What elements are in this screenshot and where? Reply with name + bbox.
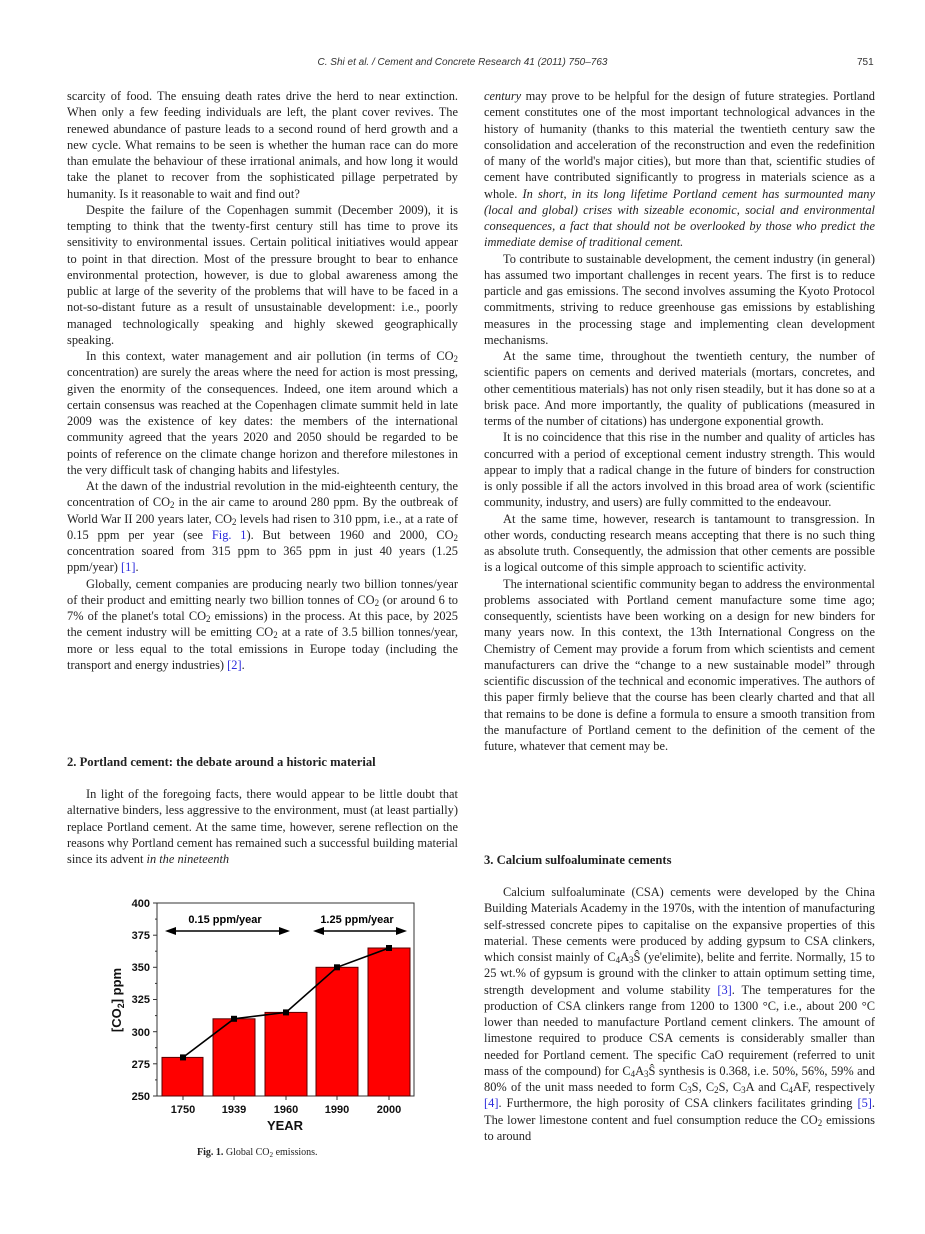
svg-text:250: 250 <box>131 1091 150 1103</box>
text: synthesis is 0.368, i.e. 50%, 56%, 59% and 80% of the unit mass needed to form C <box>484 1063 875 1094</box>
text: A and C <box>745 1080 789 1094</box>
svg-text:275: 275 <box>131 1059 150 1071</box>
svg-text:2000: 2000 <box>376 1104 402 1116</box>
figure-1-chart <box>100 890 430 1170</box>
annotation-0.15: 0.15 ppm/year <box>188 914 262 926</box>
paragraph: It is no coincidence that this rise in the number and quality of articles has concurred with a period of exceptional cement industry strength. This would appear to imply that a radical change in the future of binders for construction is only possible if all the actors involved in this broad area of work (scientific community, industry, and users) are fully committed to the endeavour. <box>484 430 875 510</box>
paragraph: At the same time, throughout the twentieth century, the number of scientific papers on cements and derived materials (mortars, concretes, and other cementitious materials) has not only risen steadily, but it has done so at a brisk pace. And more importantly, the quality of publications (measured in terms of the number of citations) has undergone exponential growth. <box>484 349 875 428</box>
text: Globally, cement companies are producing nearly two billion tonnes/year of their product and emitting nearly two billion tonnes of CO <box>67 576 458 607</box>
text: At the dawn of the industrial revolution in the mid-eighteenth century, the concentration of CO <box>67 479 458 510</box>
paragraph: scarcity of food. The ensuing death rates drive the herd to near extinction. When only a few feeding individuals are left, the plant cover revives. The renewed abundance of pasture leads to a second round of herd growth and a new cycle. What remains to be seen is whether the human race can do more than emulate the behaviour of these irrational animals, and how long it would take the planet to recover from the sophisticated pillage perpetrated by humanity. Is it reasonable to wait and find out? <box>67 89 458 201</box>
text: concentration) are surely the areas where the need for action is most pressing, given the enormity of the consequences. Indeed, one item around which a certain consensus was reached at the Copenhagen climate summit held in late 2009 was the existence of key dates: the members of the international community agreed that the years 2020 and 2050 should be regarded to be points of reference on the climate change horizon and therefore milestones in the very difficult task of changing habits and lifestyles. <box>67 365 458 477</box>
text: concentration soared from 315 ppm to 365 ppm in just 40 years (1.25 ppm/year) <box>67 544 458 575</box>
svg-text:300: 300 <box>131 1027 150 1039</box>
x-tick-labels <box>171 1104 401 1116</box>
y-tick-labels <box>132 898 150 1103</box>
text: emissions to around <box>484 1112 875 1143</box>
text: In this context, water management and air pollution (in terms of CO <box>86 349 454 363</box>
page-number: 751 <box>857 57 874 68</box>
x-axis-label: YEAR <box>266 1118 304 1133</box>
section-2 <box>67 754 458 880</box>
paragraph: Calcium sulfoaluminate (CSA) cements were developed by the China Building Materials Academy in the 1970s, with the intention of manufacturing self-stressed concrete pipes to capitalise on the expansive properties of this material. These cements were produced by adding gypsum to CSA clinkers, which consist mainly of $C_4A_3Ŝ$ (ye'elimite), belite and ferrite. Normally, 15 to 25 wt.% of gypsum is ground with the clinker to attain optimum setting time, strength development and volume stability [3]. The temperatures for the production of CSA clinkers range from 1200 to 1300 °C, i.e., about 200 °C lower than needed to manufacture Portland cement clinkers. The amount of limestone required to produce CSA cements is considerably smaller than needed for Portland cement. The specific CaO requirement (referred to unit mass of the compound) for $C_4A_3Ŝ$ synthesis is 0.368, i.e. 50%, 56%, 59% and 80% of the unit mass needed to form $C_3S$, $C_2S$, $C_3A$ and $C_4AF$, respectively [4]. Furthermore, the high porosity of CSA clinkers facilitates grinding [5]. The lower limestone content and fuel consumption reduce the $CO_2$ emissions to around <box>484 885 876 1143</box>
italic-text: century <box>484 89 522 103</box>
text: Calcium sulfoaluminate (CSA) cements were developed by the China Building Materials Academy in the 1970s, with the intention of manufacturing self-stressed concrete pipes to capitalise on the expansive properties of this material. These cements were produced by adding gypsum to CSA clinkers, which consist mainly of C <box>484 885 875 964</box>
paragraph: The international scientific community began to address the environmental problems associated with Portland cement manufacture some time ago; consequently, scientists have been working on a design for new binders for many years now. In this context, the 13th International Congress on the Chemistry of Cement may provide a forum from which scientists and cement manufacturers can drive the “change to a new sustainable model” through scientific discussion of the technical and economic imperatives. The authors of this paper firmly believe that the course has been clearly charted and that all that remains to be done is define a formula to ensure a smooth transition from the manufacture of Portland cement to the definition of the cement of the future, whatever that cement may be. <box>484 576 875 753</box>
paragraph: Despite the failure of the Copenhagen summit (December 2009), it is tempting to think that the twenty-first century still has time to prove its sensitivity to environmental issues. Certain political initiatives would appear to point in that direction. Most of the pressure brought to bear to enhance environmental protection, however, is due to global awareness among the public at large of the severity of the problems that will have to be faced in a not-so-distant future as a result of unsustainable development: i.e., poorly managed technologically speaking and highly skewed geographically speaking. <box>67 202 458 347</box>
y-ticks <box>153 903 157 1096</box>
text: . The temperatures for the production of CSA clinkers range from 1200 to 1300 °C, i.e., about 200 °C lower than needed to manufacture Portland cement clinkers. The amount of limestone required to produce CSA cements is considerably smaller than needed for Portland cement. The specific CaO requirement (referred to unit mass of the compound) for C <box>484 982 875 1078</box>
svg-text:375: 375 <box>131 930 150 942</box>
text: S, C <box>691 1080 715 1094</box>
paragraph <box>67 786 458 867</box>
text: (ye'elimite), belite and ferrite. Normally, 15 to 25 wt.% of gypsum is ground with the clinker to attain optimum setting time, strength development and volume stability <box>484 950 876 997</box>
caption-label: Fig. 1. <box>197 1147 224 1158</box>
paragraph: In this context, water management and air pollution (in terms of $CO_2$ concentration) are surely the areas where the need for action is most pressing, given the enormity of the consequences. Indeed, one item around which a certain consensus was reached at the Copenhagen climate summit held in late 2009 was the existence of key dates: the members of the international community agreed that the years 2020 and 2050 should be regarded to be points of reference on the climate change horizon and therefore milestones in the very difficult task of changing habits and lifestyles. <box>67 349 458 477</box>
paragraph: At the same time, however, research is tantamount to transgression. In other words, conducting research means accepting that there is no such thing as absolute truth. Consequently, the admission that other cements are possible is a logical outcome of this simple approach to scientific activity. <box>484 511 875 575</box>
bars <box>162 948 410 1096</box>
svg-text:325: 325 <box>131 994 150 1006</box>
co2-bar-chart <box>100 890 430 1150</box>
paragraph <box>484 88 875 251</box>
annotation-1.25: 1.25 ppm/year <box>320 914 394 926</box>
svg-text:1939: 1939 <box>221 1104 247 1116</box>
italic-text: In short, in its long lifetime Portland cement has surmounted many (local and global) crises with sizeable economic, social and environmental consequences, a fact that should not be overlooked by those who predict the immediate demise of traditional cement. <box>484 186 875 250</box>
running-header <box>0 57 925 71</box>
text: may prove to be helpful for the design of future strategies. Portland cement constitutes one of the most important technological advances in the history of humanity (thanks to this material the twentieth century saw the consolidation and acceleration of the reconstruction and even the redefinition of many of the world's major cities), but more than that, scientific studies of cement have contributed significantly to progress in materials science as a whole. <box>484 89 875 201</box>
section-3 <box>484 852 875 1156</box>
text: . Furthermore, the high porosity of CSA clinkers facilitates grinding <box>498 1096 858 1111</box>
caption-text: Global CO <box>223 1147 270 1158</box>
y-axis-label: $[CO_2]$ ppm <box>109 967 126 1033</box>
text: AF, respectively <box>792 1080 875 1094</box>
text: levels had risen to 310 ppm, i.e., at a rate of 0.15 ppm per year (see <box>67 511 458 542</box>
x-ticks <box>183 1096 389 1100</box>
citation-link[interactable]: [5] <box>857 1096 872 1111</box>
text: in the air came to around 280 ppm. By the outbreak of World War II 200 years later, CO <box>67 495 458 526</box>
svg-text:1960: 1960 <box>273 1104 299 1116</box>
text: S, C <box>718 1080 742 1094</box>
text: . The lower limestone content and fuel consumption reduce the CO <box>484 1096 875 1127</box>
citation-link[interactable]: [3] <box>717 982 732 997</box>
left-column <box>67 88 458 673</box>
svg-text:1750: 1750 <box>170 1104 196 1116</box>
paragraph: At the dawn of the industrial revolution in the mid-eighteenth century, the concentration of $CO_2$ in the air came to around 280 ppm. By the outbreak of World War II 200 years later, $CO_2$ levels had risen to 310 ppm, i.e., at a rate of 0.15 ppm per year (see Fig. 1). But between 1960 and 2000, $CO_2$ concentration soared from 315 ppm to 365 ppm in just 40 years (1.25 ppm/year) [1]. <box>67 479 458 575</box>
section-heading: 3. Calcium sulfoaluminate cements <box>484 853 672 867</box>
text: . <box>135 560 139 575</box>
bar-1960 <box>265 1012 307 1096</box>
italic-text: in the nineteenth <box>146 852 230 866</box>
journal-citation: C. Shi et al. / Cement and Concrete Research 41 (2011) 750–763 <box>317 57 608 68</box>
right-column <box>484 88 875 754</box>
caption-text: emissions. <box>273 1147 318 1158</box>
svg-text:1990: 1990 <box>324 1104 350 1116</box>
text: (or around 6 to 7% of the planet's total CO <box>67 592 458 623</box>
text: ). But between 1960 and 2000, CO <box>246 527 454 542</box>
paragraph: Globally, cement companies are producing nearly two billion tonnes/year of their product and emitting nearly two billion tonnes of $CO_2$ (or around 6 to 7% of the planet's total $CO_2$ emissions) in the process. At this pace, by 2025 the cement industry will be emitting $CO_2$ at a rate of 3.5 billion tonnes/year, more or less equal to the total emissions in Europe today (including the transport and energy industries) [2]. <box>67 576 459 672</box>
text: at a rate of 3.5 billion tonnes/year, more or less equal to the total emissions in Europe today (including the transport and energy industries) <box>67 625 459 672</box>
text: . <box>241 657 245 672</box>
svg-text:350: 350 <box>131 962 150 974</box>
citation-link[interactable]: [4] <box>484 1096 499 1111</box>
bar-2000 <box>368 948 410 1096</box>
bar-1990 <box>316 967 358 1096</box>
text: In light of the foregoing facts, there would appear to be little doubt that alternative binders, less aggressive to the environment, must (at least partially) replace Portland cement. At the same time, however, serene reflection on the reasons why Portland cement has remained such a successful building material since its advent <box>67 787 458 866</box>
svg-text:400: 400 <box>131 898 150 910</box>
citation-link[interactable]: [2] <box>227 657 242 672</box>
paragraph: To contribute to sustainable development, the cement industry (in general) has assumed two important challenges in recent years. The first is to reduce particle and gas emissions. The second involves assuming the Kyoto Protocol commitments, striving to reduce greenhouse gas emissions by establishing measures in the processing stage and implementing clean development mechanisms. <box>484 251 875 347</box>
section-heading: 2. Portland cement: the debate around a historic material <box>67 755 376 769</box>
bar-1750 <box>162 1057 203 1096</box>
citation-link[interactable]: [1] <box>121 560 136 575</box>
figure-link[interactable]: Fig. 1 <box>211 527 247 542</box>
text: emissions) in the process. At this pace, by 2025 the cement industry will be emitting CO <box>67 609 458 640</box>
